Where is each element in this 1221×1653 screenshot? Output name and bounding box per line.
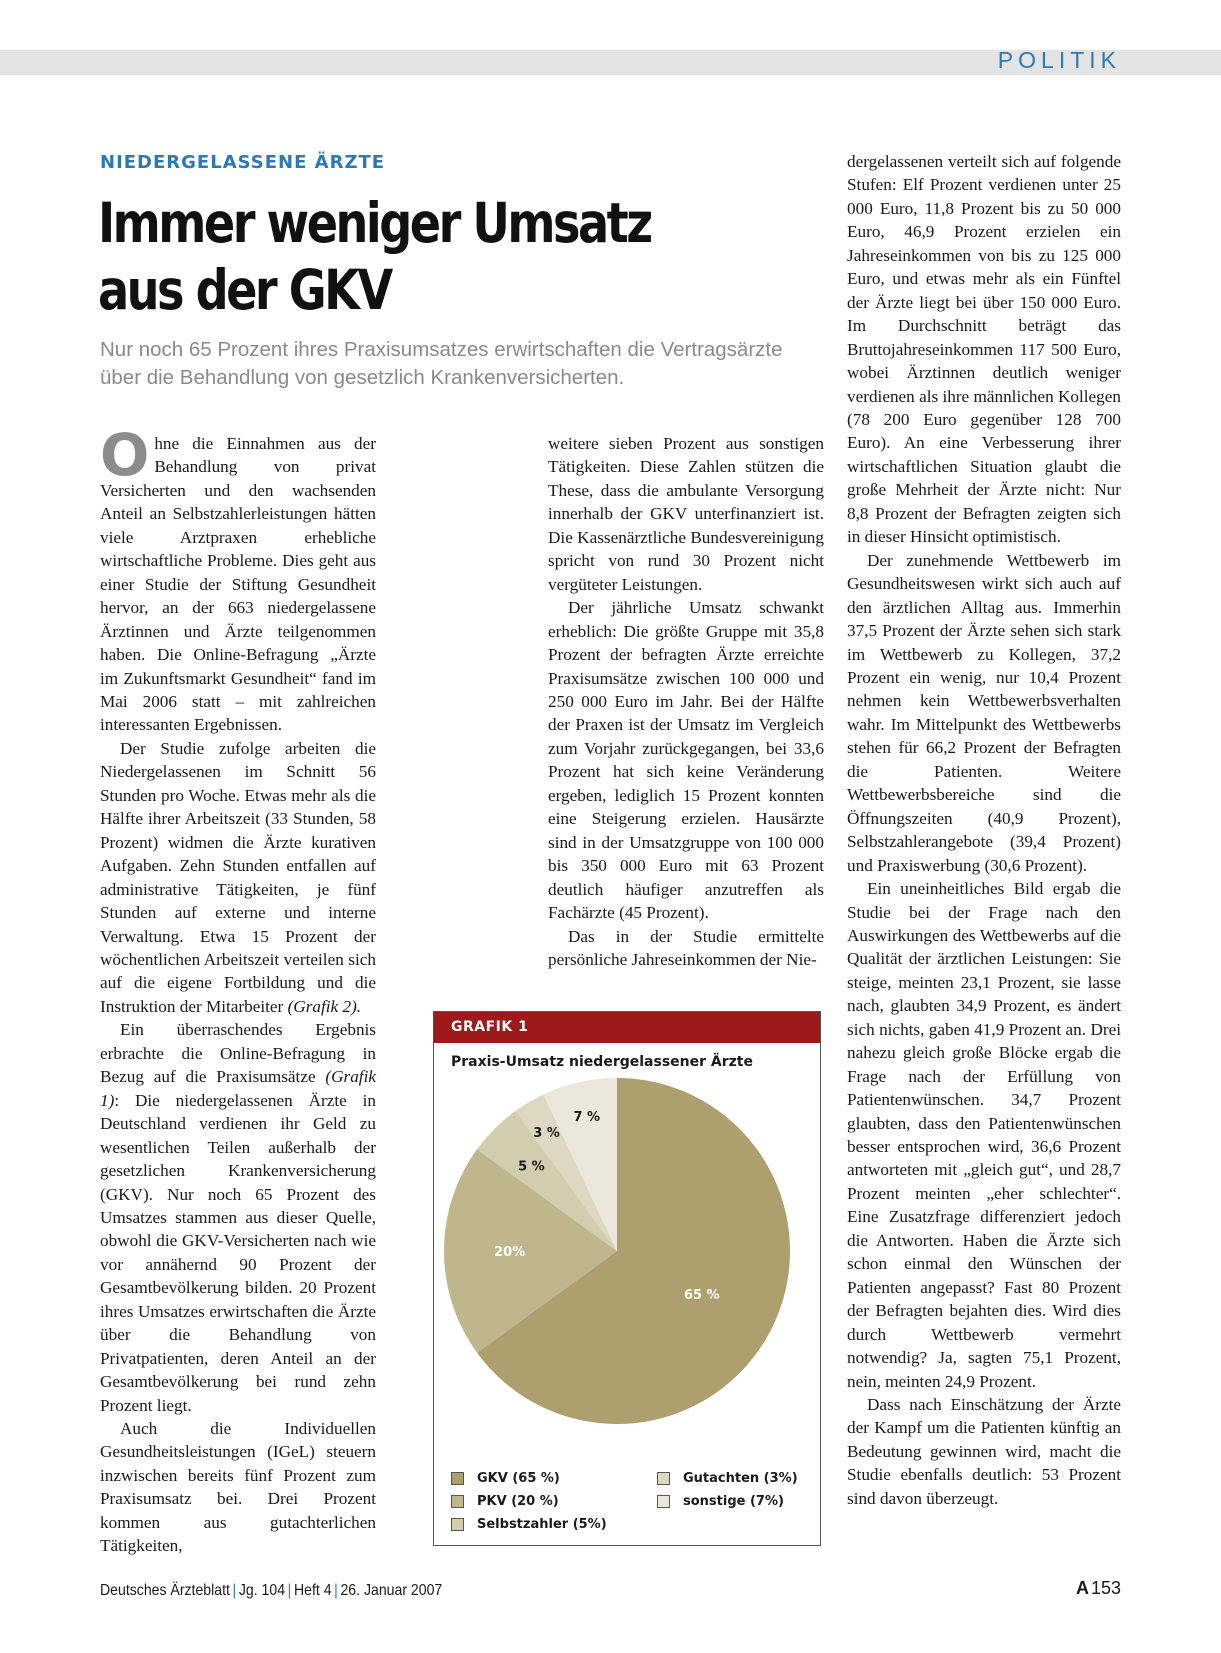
paragraph: Ein überraschendes Ergebnis erbrachte die Online-Befragung in Bezug auf die Praxisumsätze (Grafik 1): Die niedergelassenen Ärzte in Deutschland verdienen ihr Geld zu wesentlichen Teilen außerhalb der gesetzlichen Krankenversicherung (GKV). Nur noch 65 Prozent des Umsatzes stammen aus dieser Quelle, obwohl die GKV-Versicherten nach wie vor annähernd 90 Prozent der Gesamtbevölkerung bilden. 20 Prozent ihres Umsatzes erwirtschaften die Ärzte über die Behandlung von Privatpatienten, deren Anteil an der Gesamtbevölkerung bei rund zehn Prozent liegt. (100, 1020, 376, 1415)
pie-slice-label: 7 % (573, 1109, 601, 1125)
figure-reference[interactable]: (Grafik 1) (100, 1067, 376, 1110)
paragraph: Ein uneinheitliches Bild ergab die Studie bei der Frage nach den Auswirkungen des Wettbewerbs auf die Qualität der ärztlichen Leistungen: Sie steige, meinten 23,1 Prozent, sie lasse nach, glaubten 34,9 Prozent, es ändert sich nichts, gaben 41,9 Prozent an. Drei nahezu gleich große Blöcke ergab die Frage nach der Erfüllung von Patientenwünschen. 34,7 Prozent glaubten, dass den Patientenwünschen besser entsprochen wird, 36,6 Prozent antworteten mit „gleich gut“, und 28,7 Prozent meinten „eher schlechter“. Eine Zusatzfrage differenziert jedoch die Antworten. Haben die Ärzte sich schon einmal den Wünschen der Patienten angepasst? Fast 80 Prozent der Befragten bejahten dies. Wird dies durch Wettbewerb vermehrt notwendig? Ja, sagten 75,1 Prozent, nein, meinten 24,9 Prozent. (847, 879, 1121, 1391)
text-column-2 (548, 432, 824, 971)
figure-reference[interactable]: (Grafik 2). (287, 996, 362, 1016)
legend-item: PKV (20 %) (451, 1490, 607, 1513)
legend-right (657, 1467, 798, 1513)
paragraph: Der jährliche Umsatz schwankt erheblich: Die größte Gruppe mit 35,8 Prozent der befragten Ärzte erreichte Praxisumsätze zwischen 100 000 und 250 000 Euro im Jahr. Bei der Hälfte der Praxen ist der Umsatz im Vergleich zum Vorjahr zurückgegangen, bei 33,6 Prozent hat sich keine Veränderung ergeben, lediglich 15 Prozent konnten eine Steigerung erzielen. Hausärzte sind in der Umsatzgruppe von 100 000 bis 350 000 Euro mit 63 Prozent deutlich häufiger anzutreffen als Fachärzte (45 Prozent). (548, 598, 824, 923)
page-number: A 153 (1075, 1578, 1121, 1598)
pie-slice-label: 3 % (533, 1125, 560, 1141)
paragraph: Dass nach Einschätzung der Ärzte der Kampf um die Patienten künftig an Bedeutung gewinnen wird, macht die Studie ebenfalls deutlich: 53 Prozent sind davon überzeugt. (847, 1395, 1121, 1508)
paragraph: dergelassenen verteilt sich auf folgende Stufen: Elf Prozent verdienen unter 25 000 Euro, 11,8 Prozent bis zu 50 000 Euro, 46,9 Prozent erzielen ein Jahreseinkommen von bis zu 125 000 Euro, und etwas mehr als ein Fünftel der Ärzte liegt bei über 150 000 Euro. Im Durchschnitt beträgt das Bruttojahreseinkommen 117 500 Euro, wobei Ärztinnen deutlich weniger verdienen als ihre männlichen Kollegen (78 200 Euro gegenüber 128 700 Euro). An eine Verbesserung ihrer wirtschaftlichen Situation glaubt die große Mehrheit der Ärzte nicht: Nur 8,8 Prozent der Befragten zeigten sich in dieser Hinsicht optimistisch. (847, 152, 1121, 547)
text-column-1 (100, 421, 376, 1558)
journal-date: 26. Januar 2007 (340, 1582, 443, 1599)
pie-chart (434, 1012, 820, 1462)
chart-title: Praxis-Umsatz niedergelassener Ärzte (451, 1054, 753, 1070)
legend-swatch (451, 1518, 464, 1531)
legend-item: sonstige (7%) (657, 1490, 798, 1513)
figure-label: GRAFIK 1 (434, 1012, 820, 1043)
legend-left (451, 1467, 607, 1536)
title-line-1: Immer weniger Umsatz (98, 191, 651, 255)
journal-volume: Jg. 104 (238, 1582, 286, 1599)
section-label: POLITIK (997, 47, 1121, 73)
journal-name: Deutsches Ärzteblatt (100, 1582, 230, 1599)
paragraph: Ohne die Einnahmen aus der Behandlung von privat Versicherten und den wachsenden Anteil an Selbstzahlerleistungen hätten viele Arztpraxen erhebliche wirtschaftliche Probleme. Dies geht aus einer Studie der Stiftung Gesundheit hervor, an der 663 niedergelassene Ärztinnen und Ärzte teilgenommen haben. Die Online-Befragung „Ärzte im Zukunftsmarkt Gesundheit“ fand im Mai 2006 statt – mit zahlreichen interessanten Ergebnissen. (100, 421, 376, 735)
figure-grafik-1 (433, 1011, 821, 1546)
paragraph: Der zunehmende Wettbewerb im Gesundheitswesen wirkt sich auch auf den ärztlichen Alltag aus. Immerhin 37,5 Prozent der Ärzte sehen sich stark im Wettbewerb zu Kollegen, 37,2 Prozent ein wenig, nur 10,4 Prozent nehmen kein Wettbewerbsverhalten wahr. Im Mittelpunkt des Wettbewerbs stehen für 66,2 Prozent der Befragten die Patienten. Weitere Wettbewerbsbereiche sind die Öffnungszeiten (40,9 Prozent), Selbstzahlerangebote (39,4 Prozent) und Praxiswerbung (30,6 Prozent). (847, 550, 1121, 875)
paragraph: Der Studie zufolge arbeiten die Niedergelassenen im Schnitt 56 Stunden pro Woche. Etwas mehr als die Hälfte ihrer Arbeitszeit (33 Stunden, 58 Prozent) widmen die Ärzte kurativen Aufgaben. Zehn Stunden entfallen auf administrative Tätigkeiten, je fünf Stunden auf externe und interne Verwaltung. Etwa 15 Prozent der wöchentlichen Arbeitszeit verteilen sich auf die eigene Fortbildung und die Instruktion der Mitarbeiter (Grafik 2). (100, 738, 376, 1016)
paragraph: Auch die Individuellen Gesundheitsleistungen (IGeL) steuern inzwischen bereits fünf Prozent zum Praxisumsatz bei. Drei Prozent kommen aus gutachterlichen Tätigkeiten, (100, 1419, 376, 1556)
legend-swatch (451, 1472, 464, 1485)
legend-item: Gutachten (3%) (657, 1467, 798, 1490)
pie-slice-label: 65 % (683, 1288, 720, 1304)
article-title (98, 190, 798, 324)
pie-slice-label: 5 % (518, 1159, 545, 1175)
drop-cap: O (100, 421, 150, 489)
text-column-3 (847, 150, 1121, 1510)
legend-item: GKV (65 %) (451, 1467, 607, 1490)
journal-issue: Heft 4 (293, 1582, 332, 1599)
legend-swatch (657, 1472, 670, 1485)
legend-swatch (451, 1495, 464, 1508)
footer-citation: Deutsches Ärzteblatt | Jg. 104 | Heft 4 | 26. Januar 2007 (100, 1582, 443, 1599)
legend-swatch (657, 1495, 670, 1508)
paragraph: weitere sieben Prozent aus sonstigen Tätigkeiten. Diese Zahlen stützen die These, dass die ambulante Versorgung innerhalb der GKV unterfinanziert ist. Die Kassenärztliche Bundesvereinigung spricht von rund 30 Prozent nicht vergüteter Leistungen. (548, 434, 824, 594)
legend-item: Selbstzahler (5%) (451, 1513, 607, 1536)
article-kicker: NIEDERGELASSENE ÄRZTE (100, 152, 386, 173)
pie-slice-label: 20% (494, 1245, 526, 1260)
paragraph: Das in der Studie ermittelte persönliche Jahreseinkommen der Nie- (548, 926, 824, 969)
article-subtitle: Nur noch 65 Prozent ihres Praxisumsatzes erwirtschaften die Vertragsärzte über die Behandlung von gesetzlich Krankenversicherten. (100, 338, 783, 389)
title-line-2: aus der GKV (98, 258, 391, 322)
